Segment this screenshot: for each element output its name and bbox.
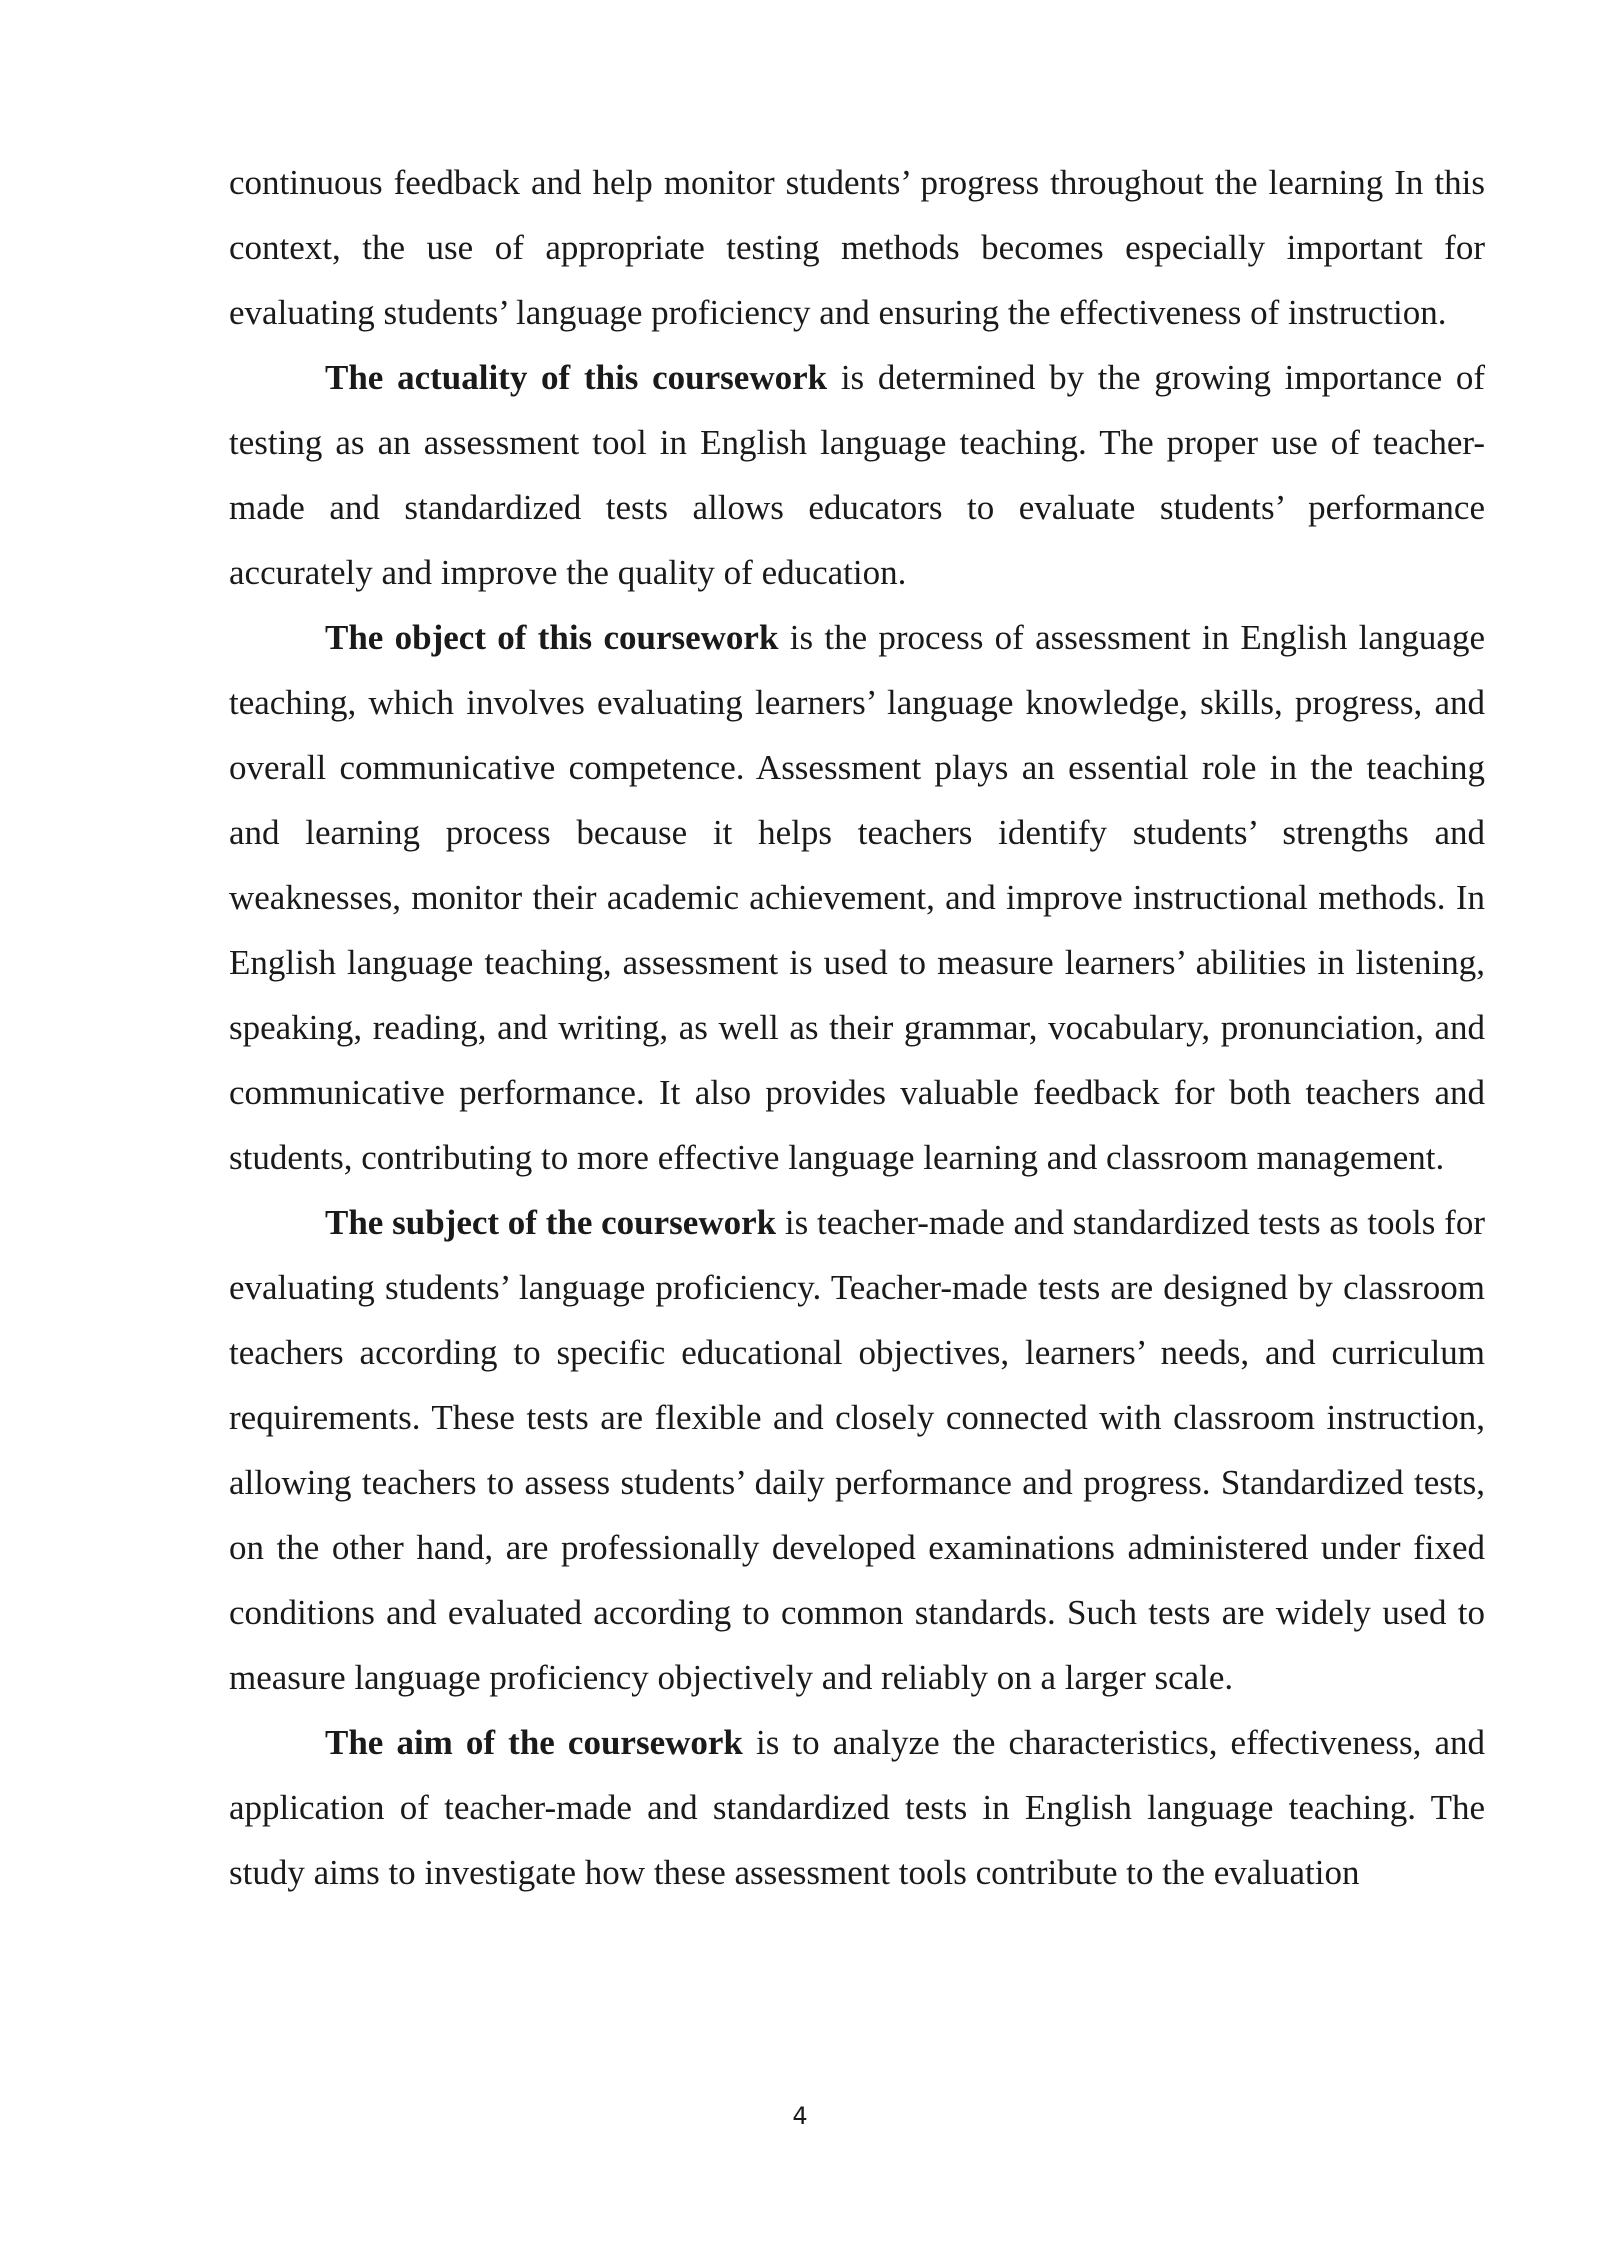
paragraph-intro-continuation: [229, 150, 1485, 345]
paragraph-subject: [229, 1190, 1485, 1710]
paragraph-lead-heading: The subject of the coursework: [325, 1203, 777, 1242]
paragraph-lead-heading: The object of this coursework: [325, 618, 779, 657]
paragraph-aim: [229, 1710, 1485, 1905]
paragraph-lead-heading: The actuality of this coursework: [325, 358, 828, 397]
paragraph-text: continuous feedback and help monitor students’ progress throughout the learning In this context, the use of appropriate testing methods becomes especially important for evaluating students’ language proficiency and ensuring the effectiveness of instruction.: [229, 163, 1485, 332]
paragraph-text: is determined by the growing importance of testing as an assessment tool in English language teaching. The proper use of teacher-made and standardized tests allows educators to evaluate students’ performance accurately and improve the quality of education.: [229, 358, 1485, 592]
paragraph-lead-heading: The aim of the coursework: [325, 1723, 743, 1762]
paragraph-actuality: [229, 345, 1485, 605]
page-body: [229, 150, 1485, 1905]
paragraph-text: is to analyze the characteristics, effectiveness, and application of teacher-made and standardized tests in English language teaching. The study aims to investigate how these assessment tools contribute to the evaluation: [229, 1723, 1485, 1892]
paragraph-text: is teacher-made and standardized tests as tools for evaluating students’ language proficiency. Teacher-made tests are designed by classroom teachers according to specific educational objectives, learners’ needs, and curriculum requirements. These tests are flexible and closely connected with classroom instruction, allowing teachers to assess students’ daily performance and progress. Standardized tests, on the other hand, are professionally developed examinations administered under fixed conditions and evaluated according to common standards. Such tests are widely used to measure language proficiency objectively and reliably on a larger scale.: [229, 1203, 1485, 1697]
paragraph-text: is the process of assessment in English language teaching, which involves evaluating learners’ language knowledge, skills, progress, and overall communicative competence. Assessment plays an essential role in the teaching and learning process because it helps teachers identify students’ strengths and weaknesses, monitor their academic achievement, and improve instructional methods. In English language teaching, assessment is used to measure learners’ abilities in listening, speaking, reading, and writing, as well as their grammar, vocabulary, pronunciation, and communicative performance. It also provides valuable feedback for both teachers and students, contributing to more effective language learning and classroom management.: [229, 618, 1485, 1177]
paragraph-object: [229, 605, 1485, 1190]
page-number: 4: [792, 2102, 808, 2130]
